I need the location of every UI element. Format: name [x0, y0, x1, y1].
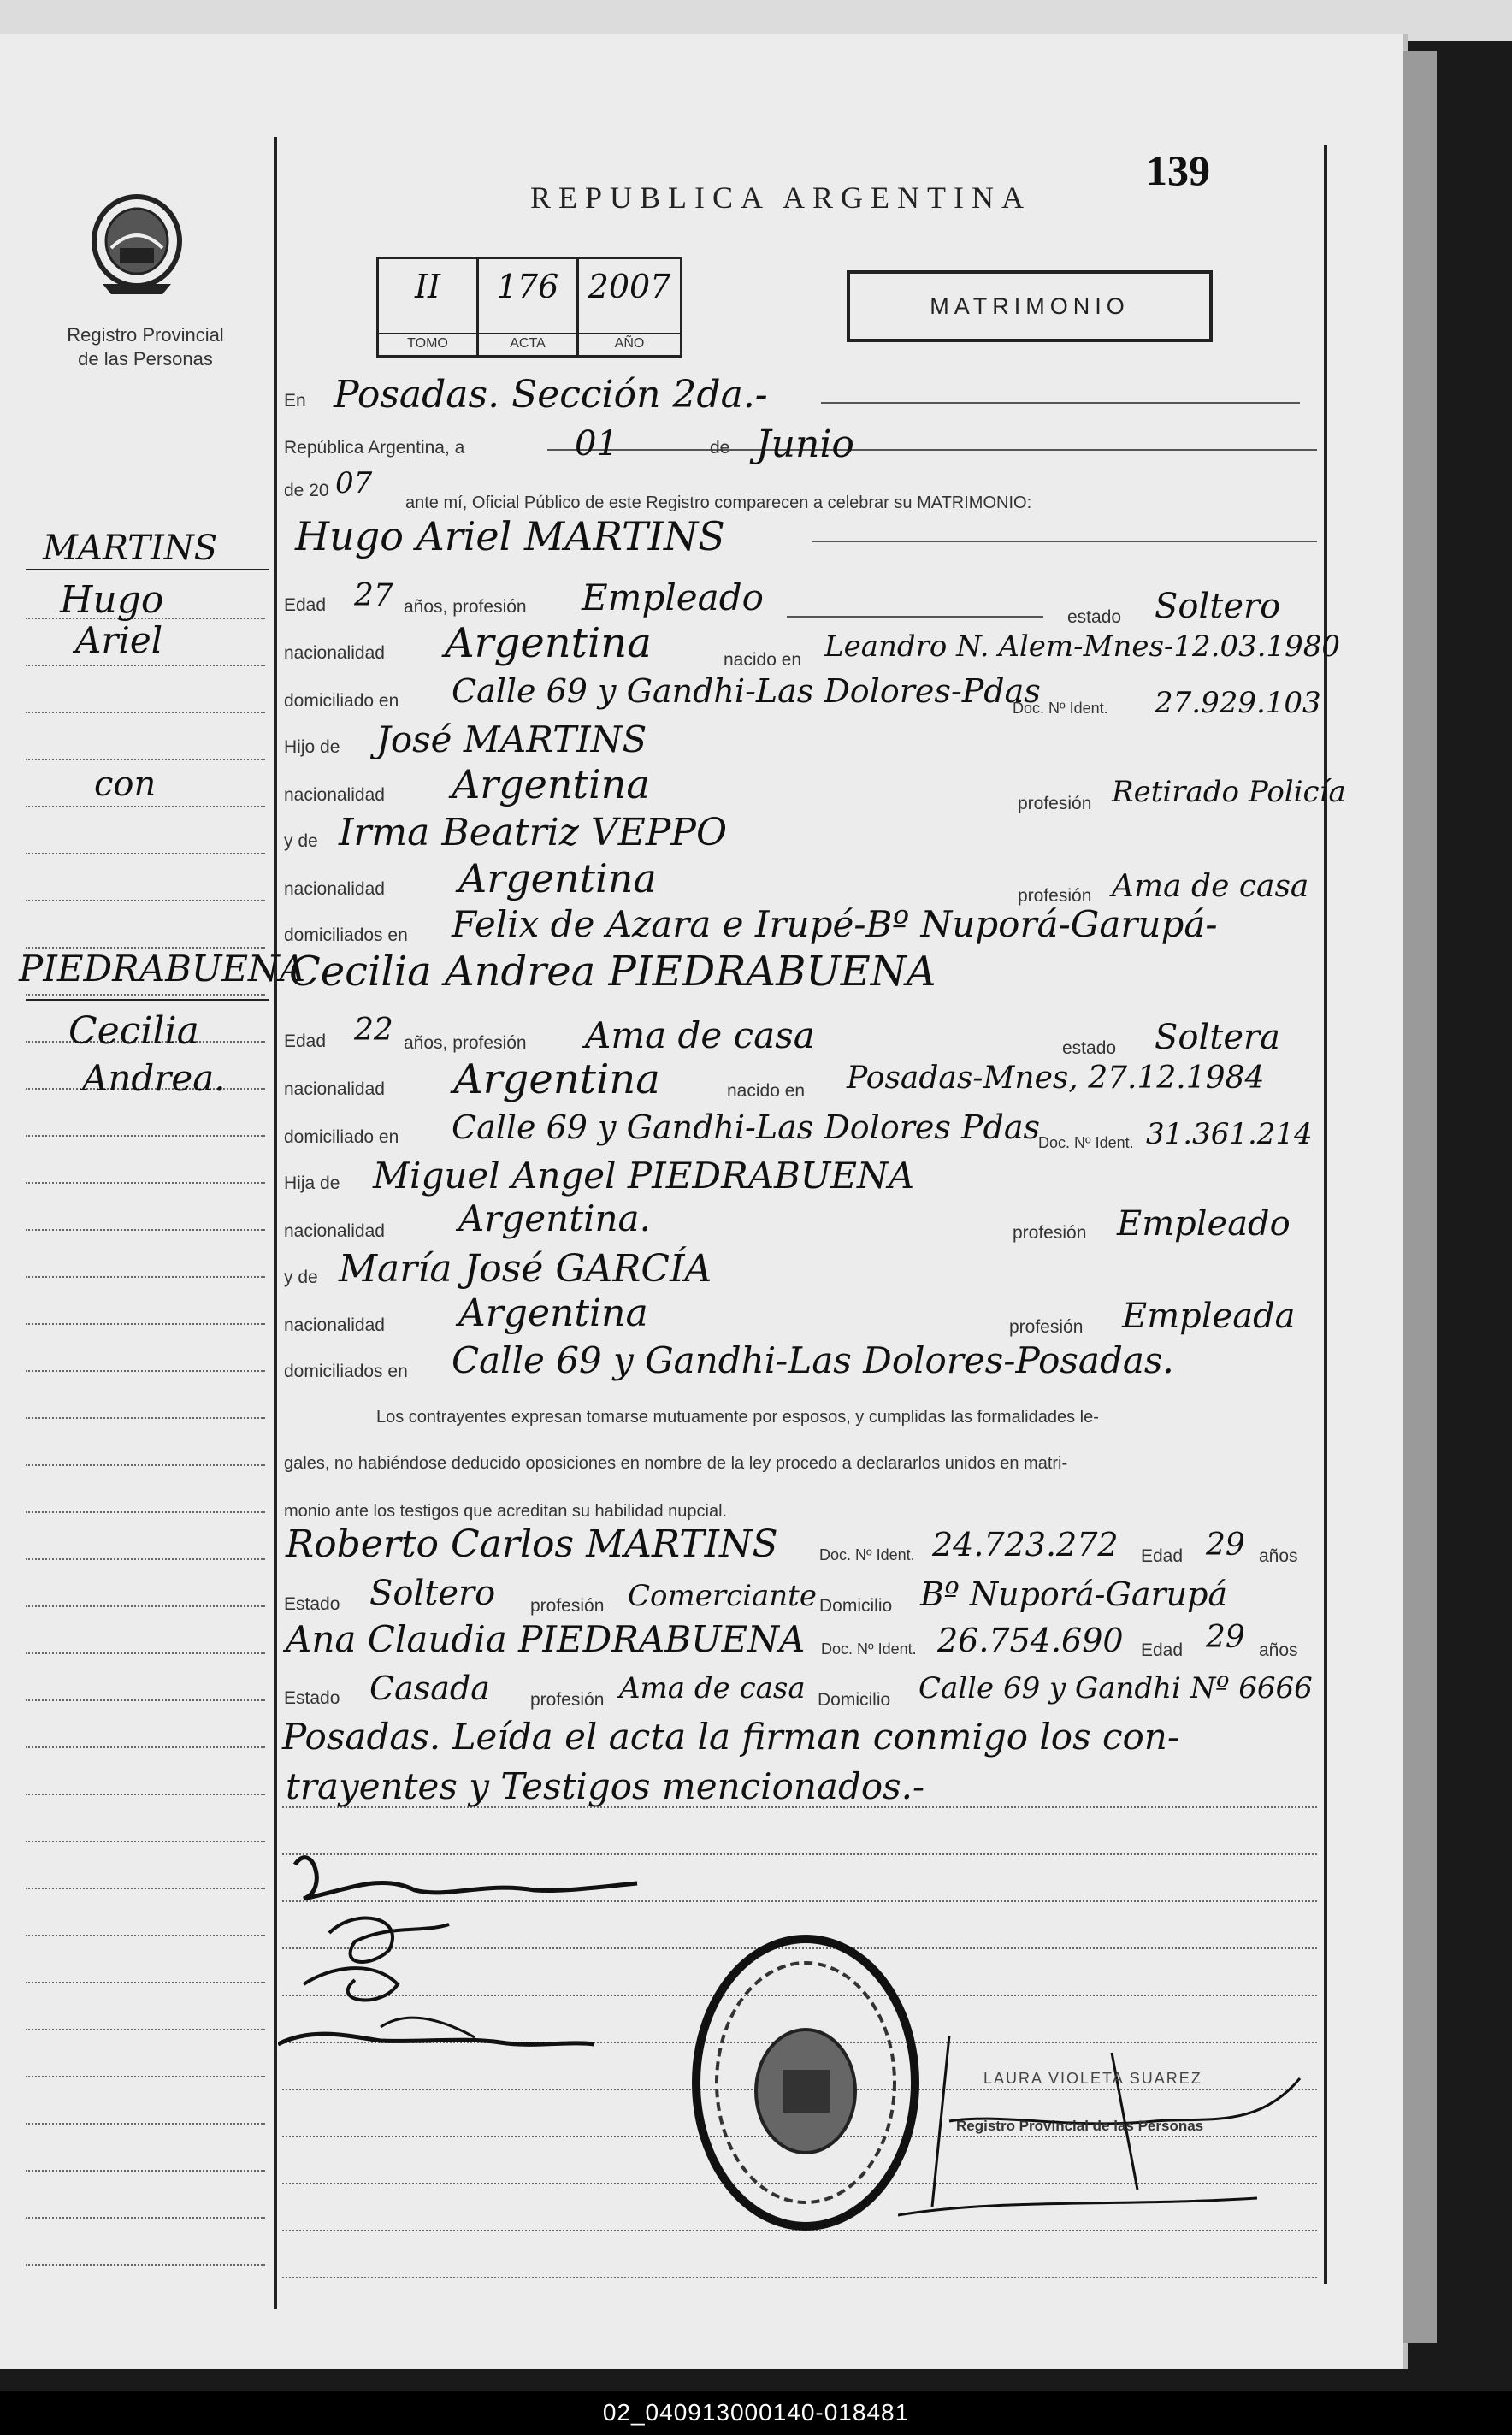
margin-rule — [26, 2027, 265, 2030]
margin-groom-surname: MARTINS — [43, 529, 218, 568]
margin-rule — [26, 1180, 265, 1184]
groom-age: 27 — [354, 578, 393, 613]
margin-rule — [26, 1745, 265, 1748]
fill-line — [812, 541, 1317, 542]
label-estado-w2: Estado — [284, 1688, 340, 1708]
label-edad-bride: Edad — [284, 1031, 327, 1051]
tomo-value: II — [414, 268, 441, 305]
label-domicilio-w1: Domicilio — [819, 1596, 893, 1616]
label-nacionalidad-father: nacionalidad — [284, 785, 385, 805]
groom-doc: 27.929.103 — [1155, 686, 1321, 720]
bride-father-nationality: Argentina. — [458, 1197, 651, 1239]
margin-bride-name-1: Cecilia — [68, 1009, 199, 1053]
label-hija-de: Hija de — [284, 1173, 340, 1193]
witness1-profession: Comerciante — [628, 1579, 817, 1613]
witness1-doc: 24.723.272 — [932, 1526, 1119, 1563]
fill-line — [787, 616, 1043, 618]
acta-label: ACTA — [479, 333, 576, 352]
label-republica: República Argentina, a — [284, 438, 465, 458]
margin-rule — [26, 1321, 265, 1325]
witness1-address: Bº Nuporá-Garupá — [920, 1575, 1228, 1613]
official-signature-area — [898, 2001, 1308, 2224]
label-hijo-de: Hijo de — [284, 737, 340, 757]
margin-rule — [26, 2215, 265, 2219]
closing-hand-2: trayentes y Testigos mencionados.- — [286, 1765, 925, 1807]
groom-name: Hugo Ariel MARTINS — [295, 513, 725, 559]
closing-text-1: Los contrayentes expresan tomarse mutuamente por esposos, y cumplidas las formalidades le- — [376, 1408, 1099, 1427]
bride-mother-nationality: Argentina — [458, 1291, 648, 1335]
margin-bride-surname: PIEDRABUENA — [19, 948, 306, 990]
tomo-acta-ano-box — [376, 257, 682, 358]
closing-hand-1: Posadas. Leída el acta la firman conmigo los con- — [282, 1716, 1180, 1758]
bride-father-profession: Empleado — [1117, 1204, 1291, 1244]
margin-con: con — [94, 765, 157, 804]
margin-rule — [26, 851, 265, 854]
right-border — [1324, 145, 1327, 2284]
margin-rule — [26, 2074, 265, 2077]
official-stamp-name: LAURA VIOLETA SUAREZ — [983, 2070, 1202, 2087]
witness2-doc: 26.754.690 — [937, 1622, 1124, 1659]
margin-rule — [26, 663, 265, 666]
groom-father-nationality: Argentina — [452, 761, 650, 807]
margin-rule — [26, 1651, 265, 1654]
label-y-de-bride: y de — [284, 1268, 318, 1287]
label-estado: estado — [1067, 607, 1122, 627]
file-code-strip — [0, 2391, 1512, 2435]
fill-line — [966, 449, 1317, 451]
witness2-age: 29 — [1206, 1620, 1245, 1655]
bride-address: Calle 69 y Gandhi-Las Dolores Pdas — [452, 1108, 1040, 1146]
margin-rule — [26, 804, 265, 807]
label-doc-ident-bride: Doc. Nº Ident. — [1038, 1134, 1134, 1151]
label-edad: Edad — [284, 595, 327, 615]
label-profesion-father: profesión — [1018, 794, 1092, 813]
label-en: En — [284, 391, 306, 411]
margin-rule — [26, 1133, 265, 1137]
label-estado-w1: Estado — [284, 1594, 340, 1614]
groom-parents-address: Felix de Azara e Irupé-Bº Nuporá-Garupá- — [452, 903, 1218, 945]
margin-rule — [26, 1980, 265, 1983]
groom-signature — [329, 1918, 449, 1962]
margin-rule — [26, 710, 265, 713]
margin-rule — [26, 1933, 265, 1936]
margin-groom-rule — [26, 569, 269, 570]
year-suffix: 07 — [335, 466, 373, 500]
bride-signature — [295, 1858, 637, 1899]
folio-number: 139 — [1146, 146, 1210, 194]
margin-rule — [26, 1510, 265, 1513]
label-anos-w1: años — [1259, 1546, 1298, 1566]
bride-birth: Posadas-Mnes, 27.12.1984 — [847, 1061, 1265, 1096]
margin-rule — [26, 1886, 265, 1889]
act-type-box: MATRIMONIO — [847, 270, 1213, 342]
groom-mother: Irma Beatriz VEPPO — [339, 811, 728, 854]
bride-age: 22 — [354, 1013, 393, 1048]
label-nacionalidad-bride-father: nacionalidad — [284, 1221, 385, 1241]
signatures-area — [278, 1839, 654, 2061]
body-rule — [282, 2275, 1317, 2278]
witness1-signature — [304, 1968, 398, 2000]
witness2-profession: Ama de casa — [619, 1671, 806, 1705]
label-doc-ident: Doc. Nº Ident. — [1013, 700, 1108, 717]
label-y-de: y de — [284, 831, 318, 851]
margin-bride-rule — [26, 999, 269, 1001]
groom-address: Calle 69 y Gandhi-Las Dolores-Pdas — [452, 672, 1041, 710]
margin-rule — [26, 1415, 265, 1419]
official-stamp-registry: Registro Provincial de las Personas — [956, 2118, 1204, 2134]
witness2-status: Casada — [369, 1670, 490, 1707]
bride-status: Soltera — [1155, 1018, 1280, 1057]
label-profesion-bride-father: profesión — [1013, 1223, 1087, 1243]
label-doc-ident-w1: Doc. Nº Ident. — [819, 1546, 915, 1563]
bride-profession: Ama de casa — [585, 1014, 815, 1056]
official-seal-stamp — [688, 1929, 924, 2237]
groom-father: José MARTINS — [376, 718, 647, 760]
label-anos-profesion-bride: años, profesión — [404, 1033, 527, 1053]
bride-parents-address: Calle 69 y Gandhi-Las Dolores-Posadas. — [452, 1339, 1174, 1381]
witness1-age: 29 — [1206, 1528, 1245, 1563]
bride-mother: María José GARCÍA — [339, 1247, 712, 1291]
margin-rule — [26, 1368, 265, 1372]
day: 01 — [575, 424, 618, 464]
groom-status: Soltero — [1155, 587, 1281, 626]
label-domicilio-w2: Domicilio — [818, 1690, 891, 1710]
fill-line — [821, 402, 1300, 404]
margin-rule — [26, 1463, 265, 1466]
margin-rule — [26, 757, 265, 760]
tomo-cell — [379, 259, 479, 355]
margin-rule — [26, 1557, 265, 1560]
label-doc-ident-w2: Doc. Nº Ident. — [821, 1640, 917, 1658]
label-estado-bride: estado — [1062, 1038, 1117, 1058]
witness1-status: Soltero — [369, 1574, 496, 1613]
province-seal-icon — [86, 188, 188, 299]
registry-name — [51, 323, 239, 371]
closing-text-3: monio ante los testigos que acreditan su habilidad nupcial. — [284, 1502, 728, 1521]
registry-line-2: de las Personas — [78, 348, 213, 369]
tomo-label: TOMO — [379, 333, 476, 352]
witness2-signature — [278, 2034, 594, 2044]
acta-value: 176 — [496, 268, 559, 305]
margin-rule — [26, 2121, 265, 2125]
label-edad-w1: Edad — [1141, 1546, 1184, 1566]
closing-text-2: gales, no habiéndose deducido oposiciones en nombre de la ley procedo a declararlos unidos en matri- — [284, 1454, 1068, 1473]
ano-cell — [579, 259, 680, 355]
margin-rule — [26, 1839, 265, 1842]
label-nacionalidad-bride: nacionalidad — [284, 1079, 385, 1099]
file-code: 02_040913000140-018481 — [602, 2399, 910, 2426]
registry-line-1: Registro Provincial — [67, 324, 224, 346]
margin-rule — [26, 898, 265, 901]
margin-bride-name-2: Andrea. — [82, 1057, 226, 1099]
groom-birth: Leandro N. Alem-Mnes-12.03.1980 — [824, 629, 1341, 664]
margin-rule — [26, 992, 265, 996]
bride-father: Miguel Angel PIEDRABUENA — [373, 1155, 915, 1197]
label-domiciliado-en: domiciliado en — [284, 691, 399, 711]
margin-groom-name-2: Ariel — [75, 619, 163, 661]
ano-label: AÑO — [579, 333, 680, 352]
label-profesion-bride-mother: profesión — [1009, 1317, 1084, 1337]
bride-mother-profession: Empleada — [1122, 1297, 1296, 1336]
margin-divider — [274, 137, 277, 2309]
margin-groom-name-1: Hugo — [60, 578, 164, 622]
label-domiciliados-en-bride: domiciliados en — [284, 1362, 408, 1381]
witness1-name: Roberto Carlos MARTINS — [286, 1522, 778, 1566]
ano-value: 2007 — [588, 268, 671, 305]
label-nacido-en-bride: nacido en — [727, 1081, 806, 1101]
margin-rule — [26, 1604, 265, 1607]
margin-rule — [26, 1792, 265, 1795]
margin-rule — [26, 2262, 265, 2266]
acta-cell — [479, 259, 579, 355]
page-title: REPUBLICA ARGENTINA — [530, 180, 1032, 215]
label-anos-w2: años — [1259, 1640, 1298, 1660]
label-nacido-en: nacido en — [724, 650, 802, 670]
margin-rule — [26, 1274, 265, 1278]
label-de-20: de 20 — [284, 481, 329, 500]
bride-doc: 31.361.214 — [1146, 1117, 1313, 1151]
margin-rule — [26, 2168, 265, 2172]
label-domiciliado-en-bride: domiciliado en — [284, 1127, 399, 1147]
place: Posadas. Sección 2da.- — [334, 373, 768, 417]
witness2-address: Calle 69 y Gandhi Nº 6666 — [918, 1671, 1313, 1705]
label-nacionalidad-bride-mother: nacionalidad — [284, 1315, 385, 1335]
label-profesion-w1: profesión — [530, 1596, 605, 1616]
groom-profession: Empleado — [582, 576, 764, 618]
label-edad-w2: Edad — [1141, 1640, 1184, 1660]
groom-nationality: Argentina — [445, 619, 652, 667]
label-anos-profesion: años, profesión — [404, 597, 527, 617]
bride-nationality: Argentina — [453, 1055, 660, 1103]
label-domiciliados-en: domiciliados en — [284, 925, 408, 945]
label-nacionalidad-mother: nacionalidad — [284, 879, 385, 899]
label-nacionalidad: nacionalidad — [284, 643, 385, 663]
page-right-edge — [1403, 51, 1437, 2343]
bride-name: Cecilia Andrea PIEDRABUENA — [289, 948, 936, 996]
margin-rule — [26, 1227, 265, 1231]
margin-rule — [26, 1698, 265, 1701]
month: Junio — [756, 423, 854, 466]
groom-father-profession: Retirado Policía — [1112, 775, 1346, 809]
groom-mother-nationality: Argentina — [458, 855, 657, 901]
label-de-month: de — [710, 438, 730, 458]
witness2-name: Ana Claudia PIEDRABUENA — [286, 1618, 806, 1660]
label-profesion-mother: profesión — [1018, 886, 1092, 906]
label-ante-mi: ante mí, Oficial Público de este Registro comparecen a celebrar su MATRIMONIO: — [405, 494, 1032, 512]
groom-mother-profession: Ama de casa — [1112, 869, 1309, 904]
label-profesion-w2: profesión — [530, 1690, 605, 1710]
